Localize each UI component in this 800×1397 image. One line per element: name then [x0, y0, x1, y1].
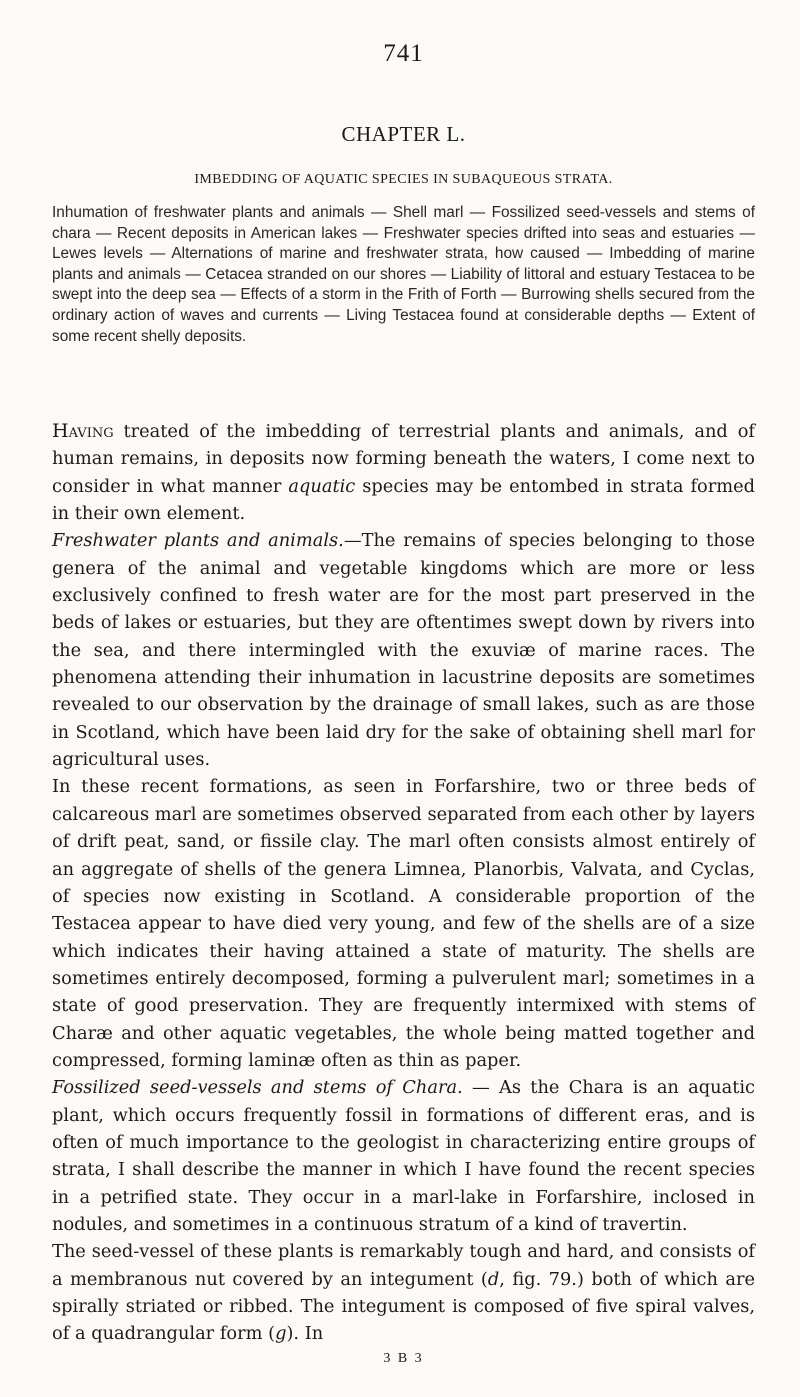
- paragraph-1: [52, 418, 755, 527]
- lead-word: Having: [52, 420, 114, 442]
- figure-ref-d: d: [487, 1268, 500, 1290]
- body-text: [52, 418, 755, 1348]
- paragraph-5-text-end: ). In: [286, 1323, 324, 1345]
- paragraph-4: [52, 1074, 755, 1238]
- chapter-title: CHAPTER L.: [341, 122, 466, 146]
- chapter-summary: Inhumation of freshwater plants and animals — Shell marl — Fossilized seed-vessels and stems of chara — Recent deposits in American lakes — Freshwater species drifted into seas and estuaries — Lewes levels — Alternations of marine and freshwater strata, how caused — Imbedding of marine plants and animals — Cetacea stranded on our shores — Liability of littoral and estuary Testacea to be swept into the deep sea — Effects of a storm in the Frith of Forth — Burrowing shells secured from the ordinary action of waves and currents — Living Testacea found at considerable depths — Extent of some recent shelly deposits.: [52, 204, 755, 345]
- paragraph-1-emphasis: aquatic: [288, 475, 356, 497]
- signature-mark: 3 B 3: [383, 1351, 424, 1366]
- section-heading-freshwater: Freshwater plants and animals.: [52, 530, 344, 552]
- paragraph-5-text-mid: , fig. 79.) both of which are spirally striated or ribbed. The integument is composed of five spiral valves, of a quadrangular form (: [52, 1268, 755, 1345]
- paragraph-3: [52, 773, 755, 1074]
- book-page: [52, 0, 755, 1397]
- paragraph-2-text: —The remains of species belonging to those genera of the animal and vegetable kingdoms which are more or less exclusively confined to fresh water are for the most part preserved in the beds of lakes or estuaries, but they are oftentimes swept down by rivers into the sea, and there intermingled with the exuviæ of marine races. The phenomena attending their inhumation in lacustrine deposits are sometimes revealed to our observation by the drainage of small lakes, such as are those in Scotland, which have been laid dry for the sake of obtaining shell marl for agricultural uses.: [52, 530, 755, 771]
- paragraph-5: [52, 1238, 755, 1347]
- paragraph-3-text: In these recent formations, as seen in Forfarshire, two or three beds of calcareous marl are sometimes observed separated from each other by layers of drift peat, sand, or fissile clay. The marl often consists almost entirely of an aggregate of shells of the genera Limnea, Planorbis, Valvata, and Cyclas, of species now existing in Scotland. A considerable proportion of the Testacea appear to have died very young, and few of the shells are of a size which indicates their having attained a state of maturity. The shells are sometimes entirely decomposed, forming a pulverulent marl; sometimes in a state of good preservation. They are frequently intermixed with stems of Charæ and other aquatic vegetables, the whole being matted together and compressed, forming laminæ often as thin as paper.: [52, 776, 755, 1071]
- paragraph-1-text: treated of the imbedding of terrestrial plants and animals, and of human remains, in deposits now forming beneath the waters, I come next to consider in what manner: [52, 421, 755, 497]
- figure-ref-g: g: [275, 1323, 287, 1345]
- paragraph-1-text-end: species may be entombed in strata formed in their own element.: [52, 475, 755, 525]
- paragraph-5-text: The seed-vessel of these plants is remarkably tough and hard, and consists of a membranous nut covered by an integument (: [52, 1241, 755, 1290]
- paragraph-2: [52, 527, 755, 773]
- chapter-subtitle: IMBEDDING OF AQUATIC SPECIES IN SUBAQUEOUS STRATA.: [194, 172, 613, 187]
- section-heading-chara-name: Chara.: [402, 1077, 463, 1099]
- section-heading-chara: Fossilized seed-vessels and stems of: [52, 1077, 403, 1099]
- page-number: 741: [383, 40, 424, 67]
- paragraph-4-text: — As the Chara is an aquatic plant, which occurs frequently fossil in formations of different eras, and is often of much importance to the geologist in characterizing entire groups of strata, I shall describe the manner in which I have found the recent species in a petrified state. They occur in a marl-lake in Forfarshire, inclosed in nodules, and sometimes in a continuous stratum of a kind of travertin.: [52, 1077, 755, 1235]
